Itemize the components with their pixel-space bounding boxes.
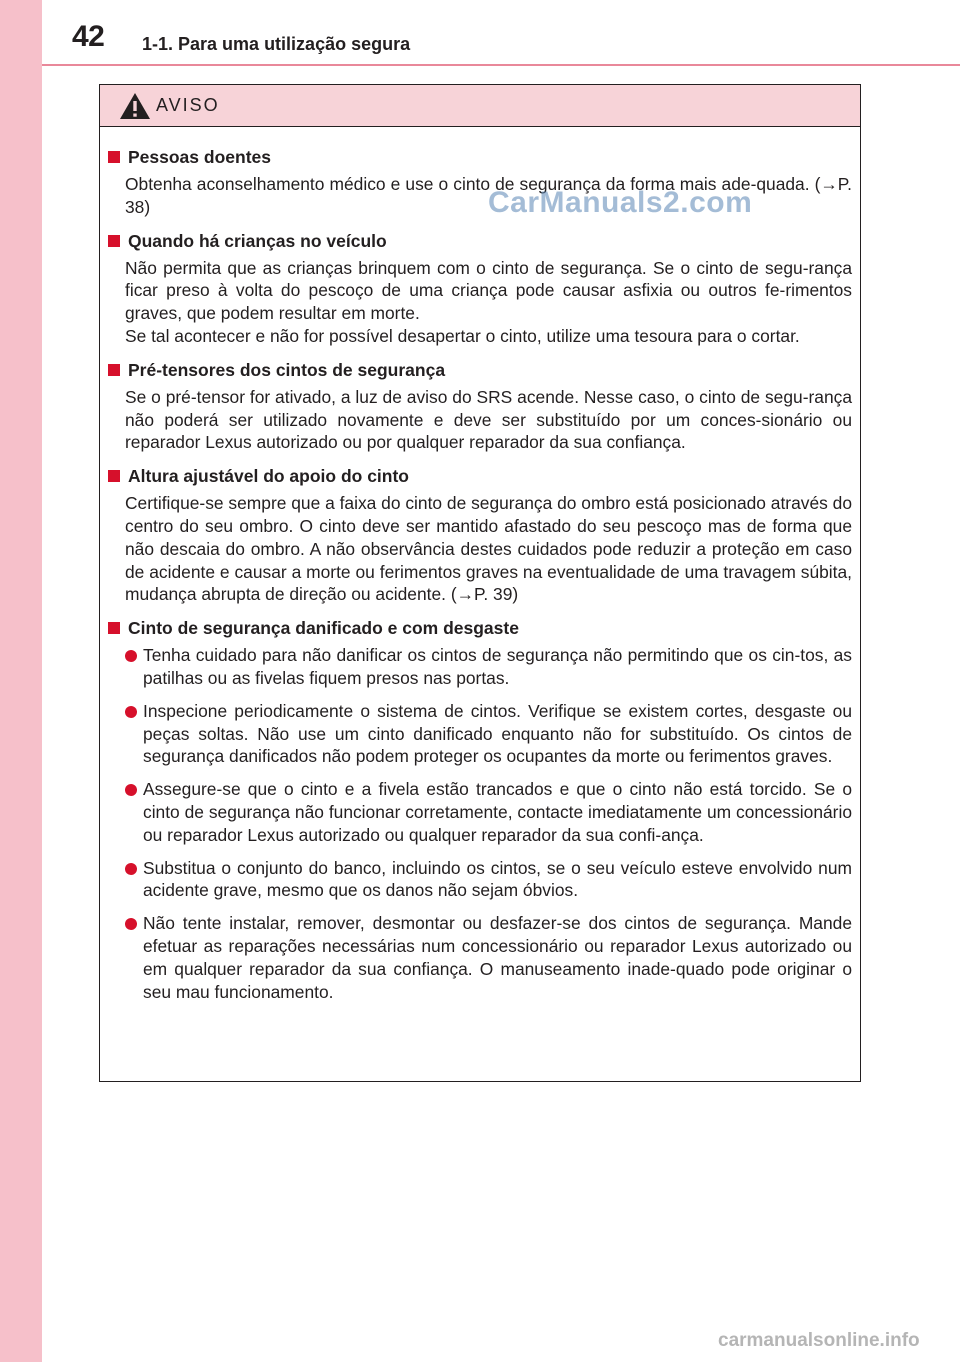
section-heading: [108, 616, 852, 640]
warning-header: [100, 85, 860, 127]
section-heading-text: Pré-tensores dos cintos de segurança: [128, 359, 446, 380]
warning-box: [99, 84, 861, 1082]
page-number: 42: [72, 20, 105, 53]
section-heading: [108, 229, 852, 253]
round-bullet-icon: [125, 918, 137, 930]
section-heading-text: Pessoas doentes: [128, 147, 271, 167]
watermark-bottom: carmanualsonline.info: [718, 1330, 920, 1351]
square-bullet-icon: [108, 235, 120, 247]
square-bullet-icon: [108, 622, 120, 634]
round-bullet-icon: [125, 863, 137, 875]
page-header: [42, 0, 960, 66]
section-heading-text: Altura ajustável do apoio do cinto: [128, 466, 409, 487]
paragraph: Não permita que as crianças brinquem com o cinto de segurança. Se o cinto de segu-rança ficar preso à volta do pescoço de uma criança pode causar asfixia ou outros fe-rimentos graves, que podem resultar em morte.: [125, 257, 852, 324]
list-item: [125, 912, 852, 1003]
list-item-text: Tenha cuidado para não danificar os cintos de segurança não permitindo que os cin-tos, as patilhas ou as fivelas fiquem presos nas portas.: [143, 645, 852, 688]
list-item-text: Assegure-se que o cinto e a fivela estão trancados e que o cinto não está torcido. Se o cinto de segurança não funcionar corretamente, contacte imediatamente um concessionário ou reparador Lexus autorizado ou qualquer reparador da sua confi-ança.: [143, 779, 852, 845]
list-item-text: Substitua o conjunto do banco, incluindo os cintos, se o seu veículo esteve envolvido num acidente grave, mesmo que os danos não sejam óbvios.: [143, 857, 852, 901]
header-rule: [42, 64, 960, 66]
paragraph: Certifique-se sempre que a faixa do cinto de segurança do ombro está posicionado através do centro do seu ombro. O cinto deve ser mantido afastado do seu pescoço mas de forma que não descaia do ombro. A não observância destes cuidados pode reduzir a proteção em caso de acidente e causar a morte ou ferimentos graves na eventualidade de uma travagem súbita, mudança abrupta de direção ou acidente. (→P. 39): [125, 493, 852, 605]
list-item: [125, 644, 852, 690]
paragraph: Se tal acontecer e não for possível desapertar o cinto, utilize uma tesoura para o cortar.: [125, 325, 800, 346]
section-damaged-belt: [108, 616, 852, 1003]
section-title: 1-1. Para uma utilização segura: [142, 34, 411, 54]
side-strip: [0, 0, 42, 1362]
warning-content: [100, 127, 860, 1003]
watermark-top: CarManuals2.com: [488, 186, 753, 219]
section-heading-text: Quando há crianças no veículo: [128, 230, 387, 251]
section-heading: [108, 464, 852, 488]
list-item: [125, 700, 852, 768]
paragraph: Obtenha aconselhamento médico e use o cinto de segurança da forma mais ade-quada. (→P. 38): [125, 174, 852, 217]
list-item: [125, 857, 852, 903]
round-bullet-icon: [125, 784, 137, 796]
warning-triangle-icon: [118, 91, 152, 121]
list-item-text: Inspecione periodicamente o sistema de cintos. Verifique se existem cortes, desgaste ou peças soltas. Não use um cinto danificado enquanto não for substituído. Os cintos de segurança danificados não podem proteger os ocupantes da morte ou ferimentos graves.: [143, 700, 852, 767]
round-bullet-icon: [125, 706, 137, 718]
section-pretensioners: [108, 358, 852, 454]
section-children: [108, 229, 852, 348]
square-bullet-icon: [108, 470, 120, 482]
list-item: [125, 778, 852, 846]
square-bullet-icon: [108, 151, 120, 163]
section-heading: [108, 145, 852, 169]
section-heading: [108, 358, 852, 382]
section-anchor-height: [108, 464, 852, 606]
section-heading-text: Cinto de segurança danificado e com desgaste: [128, 618, 519, 639]
list-item-text: Não tente instalar, remover, desmontar ou desfazer-se dos cintos de segurança. Mande efetuar as reparações necessárias num concessionário ou reparador Lexus autorizado ou em qualquer reparador da sua confiança. O manuseamento inade-quado pode originar o seu mau funcionamento.: [143, 913, 852, 1002]
square-bullet-icon: [108, 364, 120, 376]
paragraph: Se o pré-tensor for ativado, a luz de aviso do SRS acende. Nesse caso, o cinto de segu-rança não poderá ser utilizado novamente e deve ser substituído por um conces-sionário ou reparador Lexus autorizado ou por qualquer reparador da sua confiança.: [125, 386, 852, 453]
round-bullet-icon: [125, 650, 137, 662]
warning-title: AVISO: [156, 95, 220, 115]
